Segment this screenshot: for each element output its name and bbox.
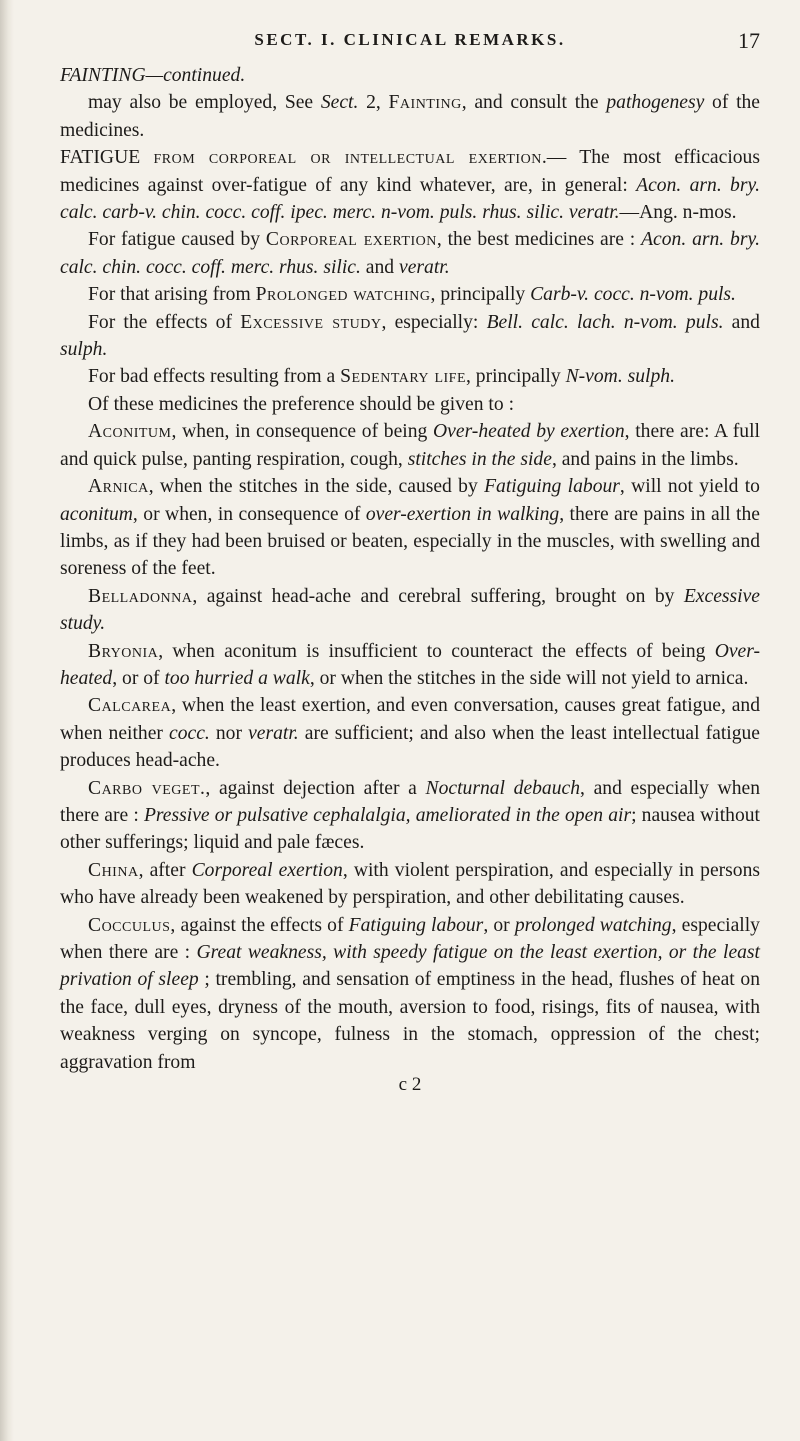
text-run: , and consult the [461,92,607,114]
italic-text: Over-heated [60,640,760,689]
italic-text: Carb-v. cocc. n-vom. puls. [530,284,736,306]
small-caps-text: Cocculus [88,914,171,936]
text-run: , principally [430,284,531,306]
text-run: , when, in consequence of being [171,421,434,443]
text-run: may also be employed, See [88,92,321,114]
text-run: nor [209,722,249,744]
text-run: , or of [112,667,165,689]
italic-text: sulph. [60,339,108,361]
text-run: FATIGUE [60,147,154,169]
text-run: For bad effects resulting from a [88,366,341,388]
paragraph [60,363,760,390]
small-caps-text: Fainting [388,92,462,114]
italic-text: veratr. [399,256,450,278]
text-run: and [723,311,760,333]
italic-text: Over-heated by exertion [433,421,625,443]
paragraph [60,62,760,89]
text-run: , there are: A full and quick pulse, panting respiration, cough, [60,421,760,470]
paragraph [60,418,760,473]
text-run: , especially when there are : [60,914,760,963]
small-caps-text: Excessive study [240,311,382,333]
text-run: For fatigue caused by [88,229,266,251]
small-caps-text: from corporeal or intellectual exertion [153,147,542,169]
italic-text: stitches in the side [407,448,552,470]
text-run: ; nausea without other sufferings; liquid and pale fæces. [60,804,760,854]
text-run: , principally [466,366,566,388]
running-head-title: SECT. I. CLINICAL REMARKS. [254,30,566,49]
text-run: .— The most efficacious medicines against over-fatigue of any kind whatever, are, in general: [60,147,760,196]
small-caps-text: Arnica [88,476,149,498]
italic-text: Nocturnal debauch [425,777,581,799]
small-caps-text: Sedentary life [340,366,466,388]
small-caps-text: Corporeal exertion [265,229,437,251]
small-caps-text: Aconitum [88,421,172,443]
italic-text: FAINTING—continued. [60,65,246,86]
italic-text: Acon. arn. bry. calc. carb-v. chin. cocc. coff. ipec. merc. n-vom. puls. rhus. silic. veratr. [60,174,760,224]
paragraph [60,638,760,693]
book-page [60,26,760,1096]
paragraph [60,857,760,912]
italic-text: Fatiguing labour [484,476,620,498]
text-run: 2, [358,92,389,114]
text-run: For the effects of [88,311,241,333]
signature-mark: c 2 [398,1074,422,1096]
text-run: , especially: [381,311,487,333]
italic-text: Sect. [320,92,359,114]
italic-text: cocc. [169,722,210,744]
paragraph [60,281,760,308]
italic-text: Pressive or pulsative cephalalgia, ameliorated in the open air [143,804,632,826]
text-run: and [360,256,399,278]
text-run: , when aconitum is insufficient to counteract the effects of being [158,640,715,662]
paragraph [60,309,760,364]
italic-text: aconitum [60,503,133,525]
text-run: of the medicines. [60,92,761,141]
text-run: , will not yield to [619,476,760,498]
italic-text: N-vom. sulph. [565,366,675,388]
text-run: , or when, in consequence of [132,503,366,525]
text-run: For that arising from [88,284,256,306]
paragraph [60,89,760,144]
text-run: , against the effects of [170,914,349,936]
italic-text: Acon. arn. bry. calc. chin. cocc. coff. merc. rhus. silic. [60,229,760,278]
text-run: , and pains in the limbs. [551,448,739,470]
paragraph [60,144,760,226]
text-run: , the best medicines are : [436,229,642,251]
text-run: , or when the stitches in the side will not yield to arnica. [309,667,749,689]
text-run: , when the stitches in the side, caused by [148,476,485,498]
italic-text: prolonged watching [514,914,672,936]
italic-text: Bell. calc. lach. n-vom. puls. [486,311,724,333]
text-run: Of these medicines the preference should be given to : [88,393,515,415]
small-caps-text: Bryonia [88,640,159,662]
paragraph [60,912,760,1076]
italic-text: Excessive study. [60,585,760,635]
text-run: , when the least exertion, and even conversation, causes great fatigue, and when neither [60,695,760,744]
text-run: , after [138,859,192,881]
text-run: , or [483,914,515,936]
text-run: , there are pains in all the limbs, as if they had been bruised or beaten, especially in the muscles, with swelling and soreness of the feet. [60,503,760,580]
italic-text: Fatiguing labour [348,914,484,936]
text-run: are sufficient; and also when the least intellectual fatigue produces head-ache. [60,722,760,772]
text-run: , and especially when there are : [60,777,760,826]
text-run: ; trembling, and sensation of emptiness in the head, flushes of heat on the face, dull eyes, dryness of the mouth, aversion to food, risings, fits of nausea, with weakness verging on syncope, fulness in the stomach, oppression of the chest; aggravation from [60,969,760,1073]
paragraph [60,391,760,418]
italic-text: too hurried a walk [164,667,310,689]
running-head [60,26,760,62]
paragraph [60,226,760,281]
italic-text: Corporeal exertion [191,859,343,881]
text-run: , against dejection after a [205,777,426,799]
page-edge-shadow [0,0,14,1441]
small-caps-text: Carbo veget. [88,777,206,799]
paragraph [60,583,760,638]
body-text [60,62,760,1076]
small-caps-text: Calcarea [88,695,172,717]
text-run: , with violent perspiration, and especially in persons who have already been weakened by perspiration, and other debilitating causes. [60,859,761,909]
paragraph [60,692,760,774]
small-caps-text: China [88,859,139,881]
paragraph [60,473,760,583]
small-caps-text: Prolonged watching [255,284,431,306]
italic-text: veratr. [248,722,299,744]
paragraph [60,775,760,857]
italic-text: Great weakness, with speedy fatigue on the least exertion, or the least privation of sleep [60,942,761,991]
small-caps-text: Belladonna [88,585,193,607]
page-number: 17 [738,28,760,53]
italic-text: pathogenesy [606,92,705,114]
text-run: —Ang. n-mos. [619,202,737,224]
text-run: , against head-ache and cerebral suffering, brought on by [192,585,684,607]
italic-text: over-exertion in walking [365,503,560,525]
